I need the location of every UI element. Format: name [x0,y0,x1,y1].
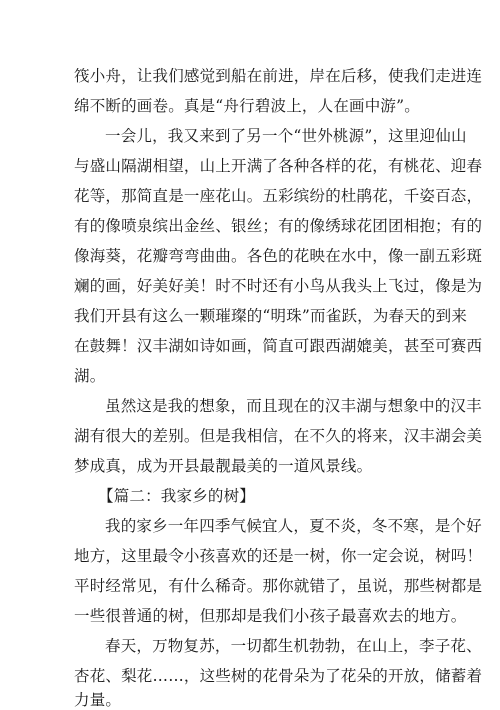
text-line: 湖有很大的差别。但是我相信，在不久的将来，汉丰湖会美 [74,427,483,445]
text-line: 与盛山隔湖相望，山上开满了各种各样的花，有桃花、迎春 [74,157,483,175]
section-heading: 【篇二：我家乡的树】 [98,487,256,505]
text-line: 平时经常见，有什么稀奇。那你就错了，虽说，那些树都是 [74,577,483,595]
text-line: 地方，这里最令小孩喜欢的还是一树，你一定会说，树吗！ [74,547,483,565]
text-line: 湖。 [74,367,106,385]
text-line: 虽然这是我的想象，而且现在的汉丰湖与想象中的汉丰 [105,397,482,415]
text-line: 斓的画，好美好美！时不时还有小鸟从我头上飞过，像是为 [74,277,483,295]
text-line: 有的像喷泉缤出金丝、银丝；有的像绣球花团团相抱；有的 [74,217,483,235]
text-line: 梦成真，成为开县最靓最美的一道风景线。 [74,457,373,475]
text-line: 筏小舟，让我们感觉到船在前进，岸在后移，使我们走进连 [74,67,483,85]
text-line: 一些很普通的树，但那却是我们小孩子最喜欢去的地方。 [74,607,467,625]
text-line: 一会儿，我又来到了另一个“世外桃源”，这里迎仙山 [105,127,467,145]
text-line: 在鼓舞！汉丰湖如诗如画，简直可跟西湖媲美，甚至可赛西 [74,337,483,355]
text-line: 像海葵，花瓣弯弯曲曲。各色的花映在水中，像一副五彩斑 [74,247,483,265]
text-line: 绵不断的画卷。真是“舟行碧波上，人在画中游”。 [74,97,420,115]
text-line: 我们开县有这么一颗璀璨的“明珠”而雀跃，为春天的到来 [74,307,468,325]
text-line: 花等，那简直是一座花山。五彩缤纷的杜鹃花，千姿百态， [74,187,483,205]
text-line: 我的家乡一年四季气候宜人，夏不炎，冬不寒，是个好 [105,517,482,535]
text-line: 春天，万物复苏，一切都生机勃勃，在山上，李子花、 [105,637,482,655]
text-line: 力量。 [74,691,122,709]
text-line: 杏花、梨花……，这些树的花骨朵为了花朵的开放，储蓄着 [74,667,483,685]
